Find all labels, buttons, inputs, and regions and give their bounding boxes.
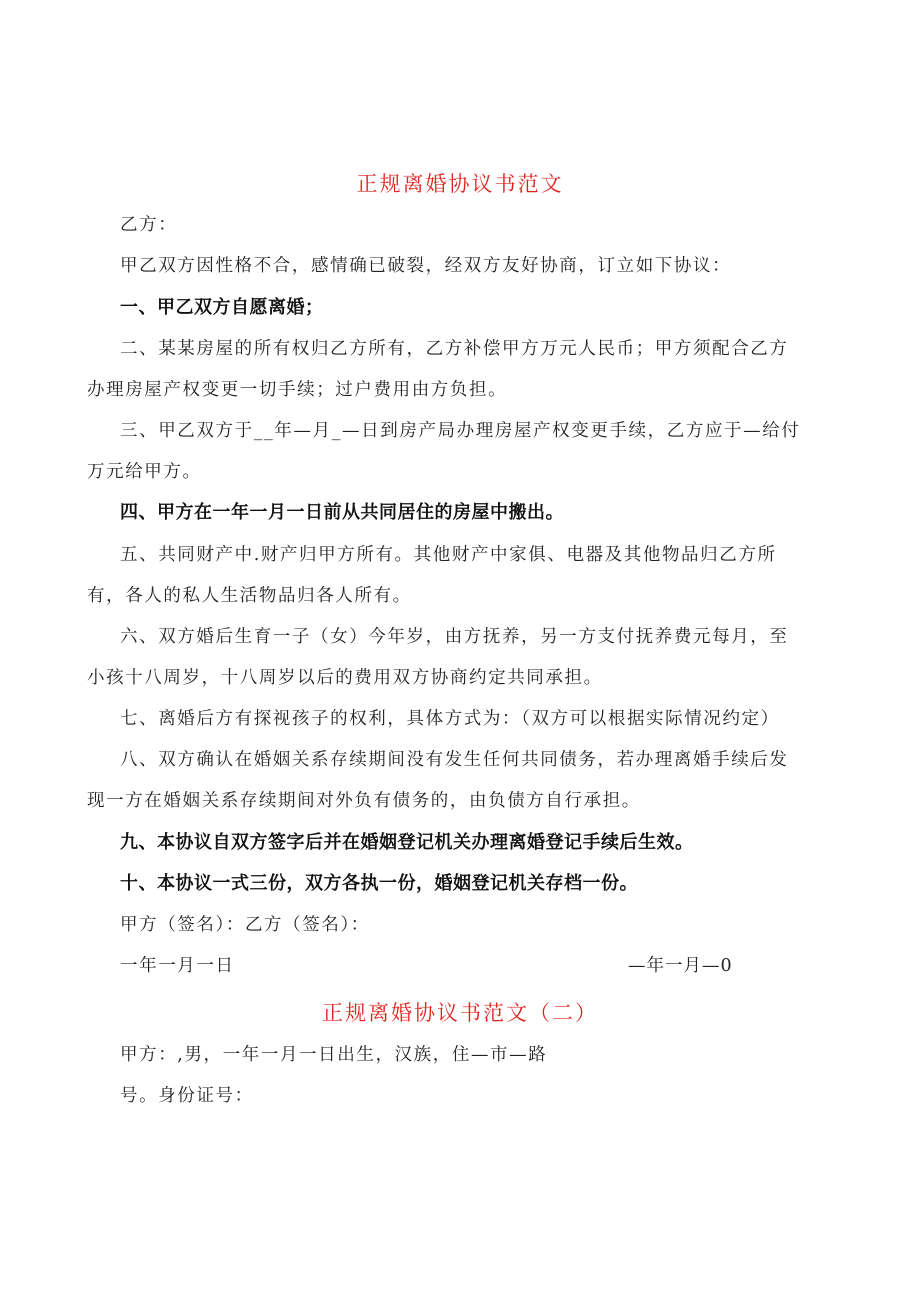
signature-line: 甲方（签名）：乙方（签名）：	[120, 915, 370, 935]
party-b-line: 乙方：	[120, 215, 178, 235]
clause-10: 十、本协议一式三份，双方各执一份，婚姻登记机关存档一份。	[120, 873, 638, 894]
clause-8-line-1: 八、双方确认在婚姻关系存续期间没有发生任何共同债务，若办理离婚手续后发	[120, 750, 789, 770]
document-title-2: 正规离婚协议书范文（二）	[322, 1001, 598, 1025]
clause-7: 七、离婚后方有探视孩子的权利，具体方式为：（双方可以根据实际情况约定）	[120, 709, 780, 729]
clause-6-line-1: 六、双方婚后生育一子（女）今年岁，由方抚养，另一方支付抚养费元每月，至	[120, 627, 789, 647]
date-right: —年一月—0	[628, 956, 733, 976]
clause-5-line-2: 有，各人的私人生活物品归各人所有。	[87, 586, 412, 606]
clause-8-line-2: 现一方在婚姻关系存续期间对外负有债务的，由负债方自行承担。	[87, 791, 641, 811]
clause-4: 四、甲方在一年一月一日前从共同居住的房屋中搬出。	[120, 502, 564, 523]
id-number-line: 号。身份证号：	[120, 1086, 254, 1106]
intro-paragraph: 甲乙双方因性格不合，感情确已破裂，经双方友好协商，订立如下协议：	[120, 256, 732, 276]
clause-9: 九、本协议自双方签字后并在婚姻登记机关办理离婚登记手续后生效。	[120, 832, 694, 853]
clause-3-line-1: 三、甲乙双方于__年—月_—日到房产局办理房屋产权变更手续，乙方应于—给付	[120, 421, 801, 441]
party-a-line: 甲方：,男，一年一月一日出生，汉族，住—市—路	[120, 1045, 548, 1065]
clause-1: 一、甲乙双方自愿离婚；	[120, 297, 324, 318]
clause-5-line-1: 五、共同财产中.财产归甲方所有。其他财产中家俱、电器及其他物品归乙方所	[120, 545, 777, 565]
document-title: 正规离婚协议书范文	[356, 172, 564, 196]
clause-6-line-2: 小孩十八周岁，十八周岁以后的费用双方协商约定共同承担。	[87, 668, 603, 688]
clause-3-line-2: 万元给甲方。	[87, 462, 202, 482]
clause-2-line-2: 办理房屋产权变更一切手续；过户费用由方负担。	[87, 380, 508, 400]
date-left: 一年一月一日	[120, 956, 235, 976]
clause-2-line-1: 二、某某房屋的所有权归乙方所有，乙方补偿甲方万元人民币；甲方须配合乙方	[120, 339, 789, 359]
